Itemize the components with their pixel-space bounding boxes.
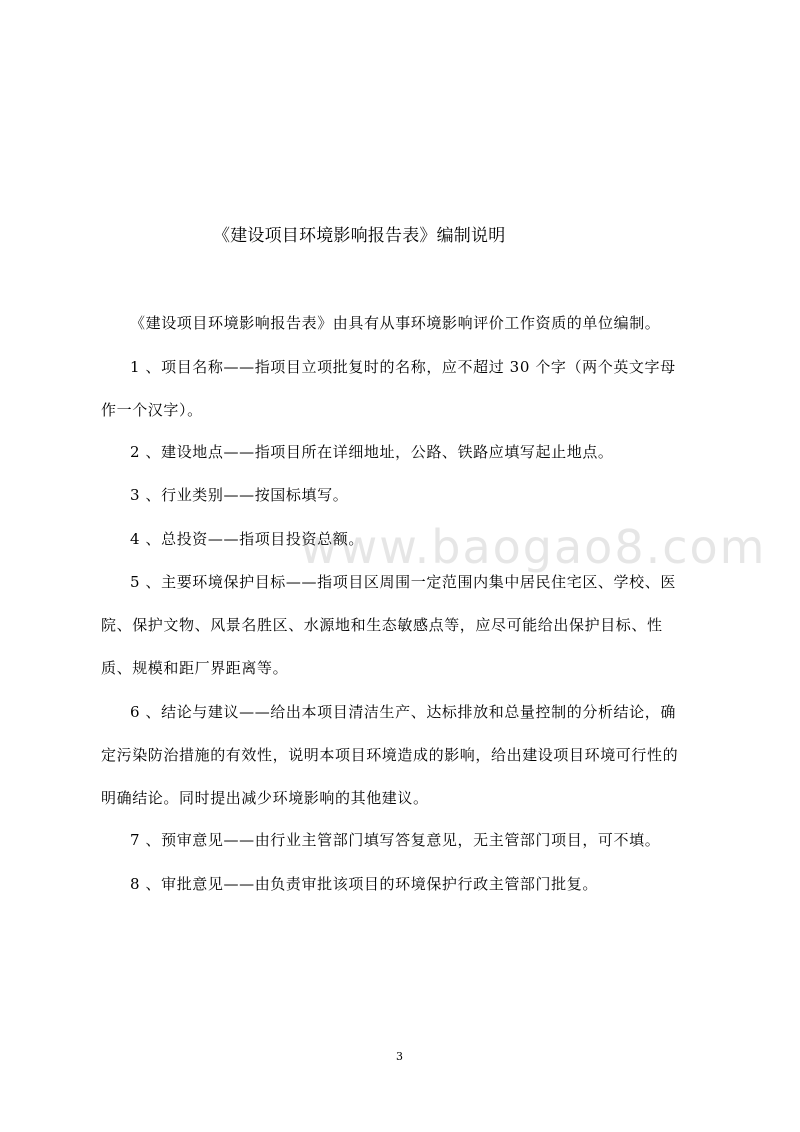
page-number: 3 [396,1050,403,1063]
item-6-line-3: 明确结论。同时提出减少环境影响的其他建议。 [101,789,429,807]
item-1-line-1: 1 、项目名称——指项目立项批复时的名称，应不超过 30 个字（两个英文字母 [130,358,676,376]
item-6-line-2: 定污染防治措施的有效性，说明本项目环境造成的影响，给出建设项目环境可行性的 [101,746,679,764]
item-2-line-1: 2 、建设地点——指项目所在详细地址，公路、铁路应填写起止地点。 [130,443,614,461]
item-1-line-2: 作一个汉字）。 [101,401,203,419]
item-3-line-1: 3 、行业类别——按国标填写。 [130,486,349,504]
intro-paragraph: 《建设项目环境影响报告表》由具有从事环境影响评价工作资质的单位编制。 [130,314,661,332]
item-5-line-2: 院、保护文物、风景名胜区、水源地和生态敏感点等，应尽可能给出保护目标、性 [101,616,663,634]
item-5-line-1: 5 、主要环境保护目标——指项目区周围一定范围内集中居民住宅区、学校、医 [130,573,676,591]
item-7-line-1: 7 、预审意见——由行业主管部门填写答复意见，无主管部门项目，可不填。 [130,831,661,849]
item-6-line-1: 6 、结论与建议——给出本项目清洁生产、达标排放和总量控制的分析结论，确 [130,703,676,721]
item-5-line-3: 质、规模和距厂界距离等。 [101,659,289,677]
item-8-line-1: 8 、审批意见——由负责审批该项目的环境保护行政主管部门批复。 [130,875,598,893]
watermark: www.baogao8.com [300,520,767,574]
item-4-line-1: 4 、总投资——指项目投资总额。 [130,530,364,548]
page-title: 《建设项目环境影响报告表》编制说明 [213,226,506,246]
